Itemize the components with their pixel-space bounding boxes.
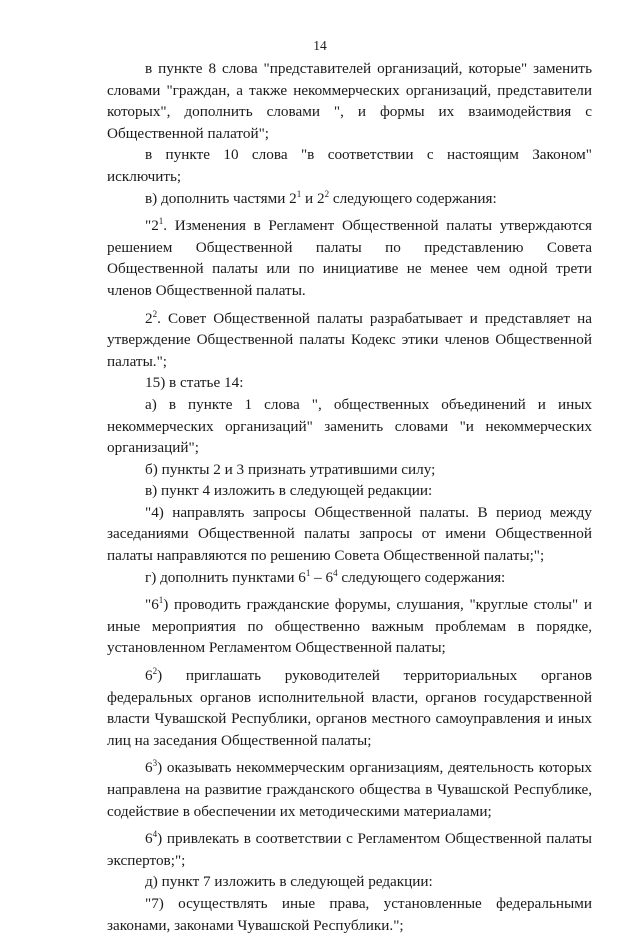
- superscript-index: 3: [152, 758, 158, 769]
- paragraph-subitem-v-add-parts: [107, 188, 592, 210]
- paragraph-item-6-4: [107, 828, 592, 871]
- superscript-index: 4: [333, 567, 338, 578]
- paragraph-subitem-a: [107, 394, 592, 459]
- superscript-index: 2: [152, 666, 158, 677]
- paragraph-text: ) проводить гражданские форумы, слушания, "круглые столы" и иные мероприятия по общественно важным проблемам в порядке, установленном Регламентом Общественной палаты;: [107, 596, 592, 657]
- superscript-index: 1: [296, 188, 302, 199]
- paragraph-text: 6: [145, 759, 153, 777]
- superscript-index: 4: [152, 829, 158, 840]
- paragraph-text: – 6: [310, 568, 334, 586]
- superscript-index: 2: [324, 188, 330, 199]
- paragraph-text: ) приглашать руководителей территориальных органов федеральных органов исполнительной власти, органов государственной власти Чувашской Республики, органов местного самоуправления и иных лиц на заседания Общественной палаты;: [107, 667, 592, 749]
- paragraph-text: г) дополнить пунктами 6: [145, 568, 306, 586]
- paragraph-subitem-b: [107, 459, 592, 481]
- paragraph-text: 6: [145, 667, 153, 685]
- paragraph-item-7: [107, 893, 592, 936]
- superscript-index: 2: [152, 308, 158, 319]
- paragraph-text: а) в пункте 1 слова ", общественных объединений и иных некоммерческих организаций" заменить словами "и некоммерческих организаций";: [107, 395, 592, 457]
- paragraph-text: в) дополнить частями 2: [145, 189, 297, 207]
- paragraph-text: следующего содержания:: [337, 568, 506, 586]
- paragraph-text: в пункте 10 слова "в соответствии с настоящим Законом" исключить;: [107, 146, 592, 185]
- paragraph-text: 2: [145, 309, 153, 327]
- paragraph-text: б) пункты 2 и 3 признать утратившими силу;: [145, 460, 436, 478]
- paragraph-text: д) пункт 7 изложить в следующей редакции:: [145, 873, 433, 891]
- paragraph-text: в) пункт 4 изложить в следующей редакции:: [145, 482, 433, 500]
- paragraph-text: "7) осуществлять иные права, установленные федеральными законами, законами Чувашской Республики.";: [107, 894, 592, 934]
- paragraph-text: 15) в статье 14:: [145, 374, 244, 392]
- paragraph-text: "4) направлять запросы Общественной палаты. В период между заседаниями Общественной палаты запросы от имени Общественной палаты направляются по решению Совета Общественной палаты;";: [107, 503, 592, 565]
- paragraph-text: ) привлекать в соответствии с Регламентом Общественной палаты экспертов;";: [107, 830, 592, 869]
- paragraph-item-6-1: [107, 594, 592, 659]
- paragraph-text: ) оказывать некоммерческим организациям, деятельность которых направлена на развитие гражданского общества в Чувашской Республике, содействие в обеспечении их методическими материалами;: [107, 759, 592, 820]
- paragraph-subitem-d: [107, 871, 592, 893]
- paragraph-text: следующего содержания:: [329, 189, 497, 207]
- paragraph-text: . Совет Общественной палаты разрабатывает и представляет на утверждение Общественной палаты Кодекс этики членов Общественной палаты.";: [107, 309, 592, 370]
- superscript-index: 1: [158, 216, 164, 227]
- paragraph-text: "6: [145, 596, 159, 614]
- paragraph-item-6-3: [107, 757, 592, 822]
- paragraph-article-14: [107, 372, 592, 394]
- paragraph-text: . Изменения в Регламент Общественной палаты утверждаются решением Общественной палаты по представлению Совета Общественной палаты или по инициативе не менее чем одной трети членов Общественной палаты.: [107, 217, 592, 299]
- page-number: 14: [313, 38, 327, 53]
- superscript-index: 1: [305, 567, 311, 578]
- paragraph-part-2-2: [107, 308, 592, 373]
- paragraph-item-6-2: [107, 665, 592, 751]
- document-body: [107, 58, 592, 936]
- paragraph-part-2-1: [107, 215, 592, 301]
- paragraph-subitem-g: [107, 567, 592, 589]
- paragraph-item-8: [107, 58, 592, 144]
- paragraph-item-10: [107, 144, 592, 187]
- superscript-index: 1: [158, 595, 164, 606]
- paragraph-text: 6: [145, 830, 153, 848]
- paragraph-item-4: [107, 502, 592, 567]
- paragraph-subitem-v: [107, 480, 592, 502]
- paragraph-text: в пункте 8 слова "представителей организаций, которые" заменить словами "граждан, а также некоммерческих организаций, представители которых", дополнить словами ", и формы их взаимодействия с Общественной палатой";: [107, 60, 592, 142]
- paragraph-text: и 2: [301, 189, 325, 207]
- paragraph-text: "2: [145, 217, 159, 235]
